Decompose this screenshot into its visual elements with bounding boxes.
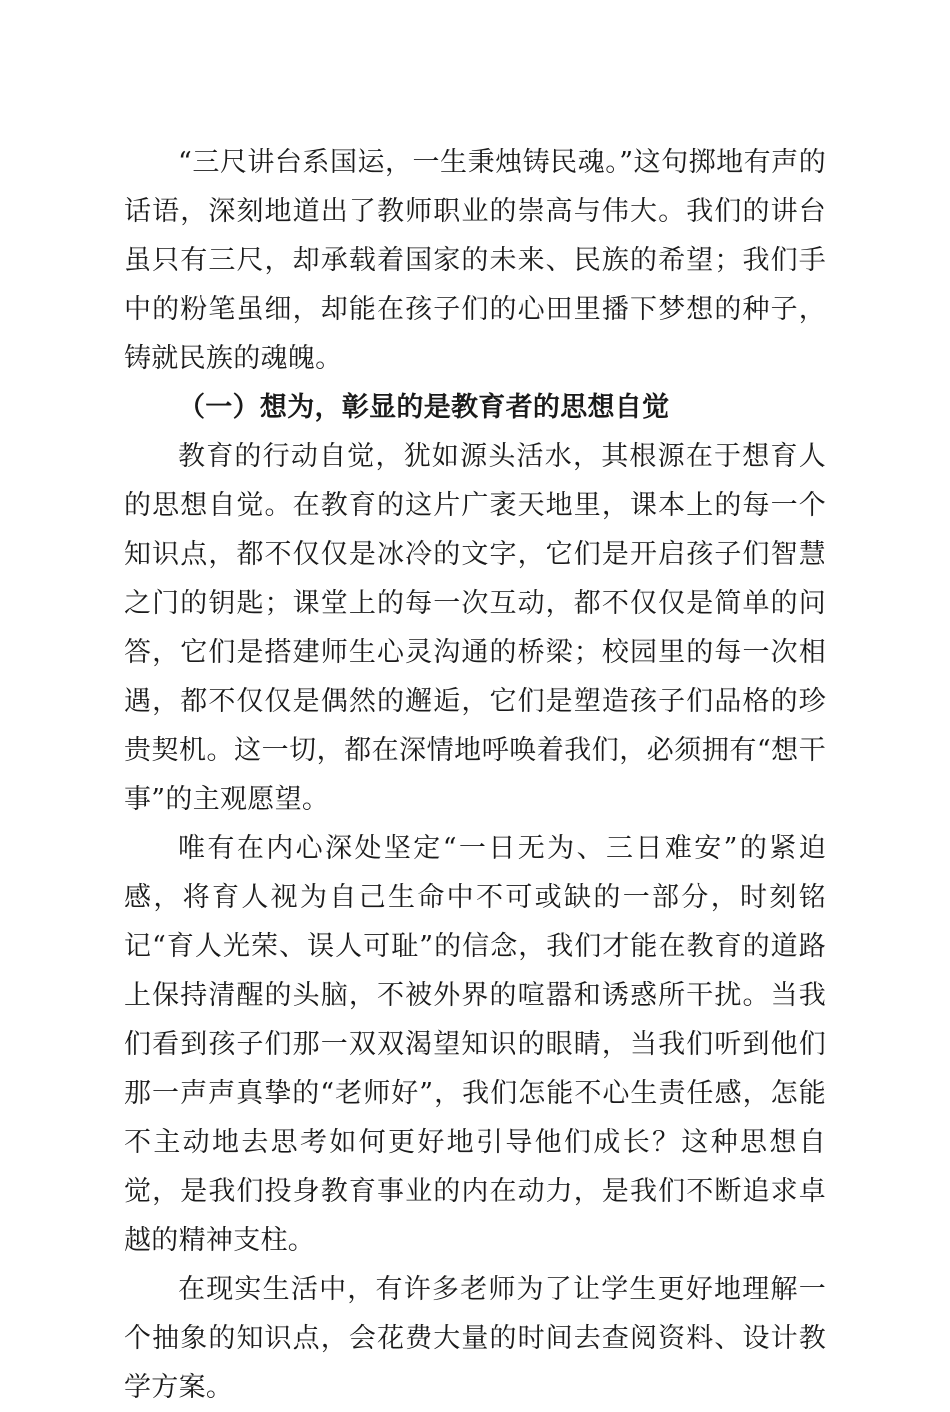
body-paragraph-2: 唯有在内心深处坚定“一日无为、三日难安”的紧迫感，将育人视为自己生命中不可或缺的一部分，时刻铭记“育人光荣、误人可耻”的信念，我们才能在教育的道路上保持清醒的头脑，不被外界的喧嚣和诱惑所干扰。当我们看到孩子们那一双双渴望知识的眼睛，当我们听到他们那一声声真挚的“老师好”，我们怎能不心生责任感，怎能不主动地去思考如何更好地引导他们成长？这种思想自觉，是我们投身教育事业的内在动力，是我们不断追求卓越的精神支柱。 [124, 833, 826, 1256]
body-paragraph-3: 在现实生活中，有许多老师为了让学生更好地理解一个抽象的知识点，会花费大量的时间去查阅资料、设计教学方案。 [124, 1274, 826, 1403]
body-paragraph-1: 教育的行动自觉，犹如源头活水，其根源在于想育人的思想自觉。在教育的这片广袤天地里，课本上的每一个知识点，都不仅仅是冰冷的文字，它们是开启孩子们智慧之门的钥匙；课堂上的每一次互动，都不仅仅是简单的问答，它们是搭建师生心灵沟通的桥梁；校园里的每一次相遇，都不仅仅是偶然的邂逅，它们是塑造孩子们品格的珍贵契机。这一切，都在深情地呼唤着我们，必须拥有“想干事”的主观愿望。 [124, 441, 826, 815]
section-heading: （一）想为，彰显的是教育者的思想自觉 [178, 392, 670, 423]
intro-paragraph: “三尺讲台系国运，一生秉烛铸民魂。”这句掷地有声的话语，深刻地道出了教师职业的崇高与伟大。我们的讲台虽只有三尺，却承载着国家的未来、民族的希望；我们手中的粉笔虽细，却能在孩子们的心田里播下梦想的种子，铸就民族的魂魄。 [124, 147, 826, 374]
document-body [124, 138, 826, 1412]
